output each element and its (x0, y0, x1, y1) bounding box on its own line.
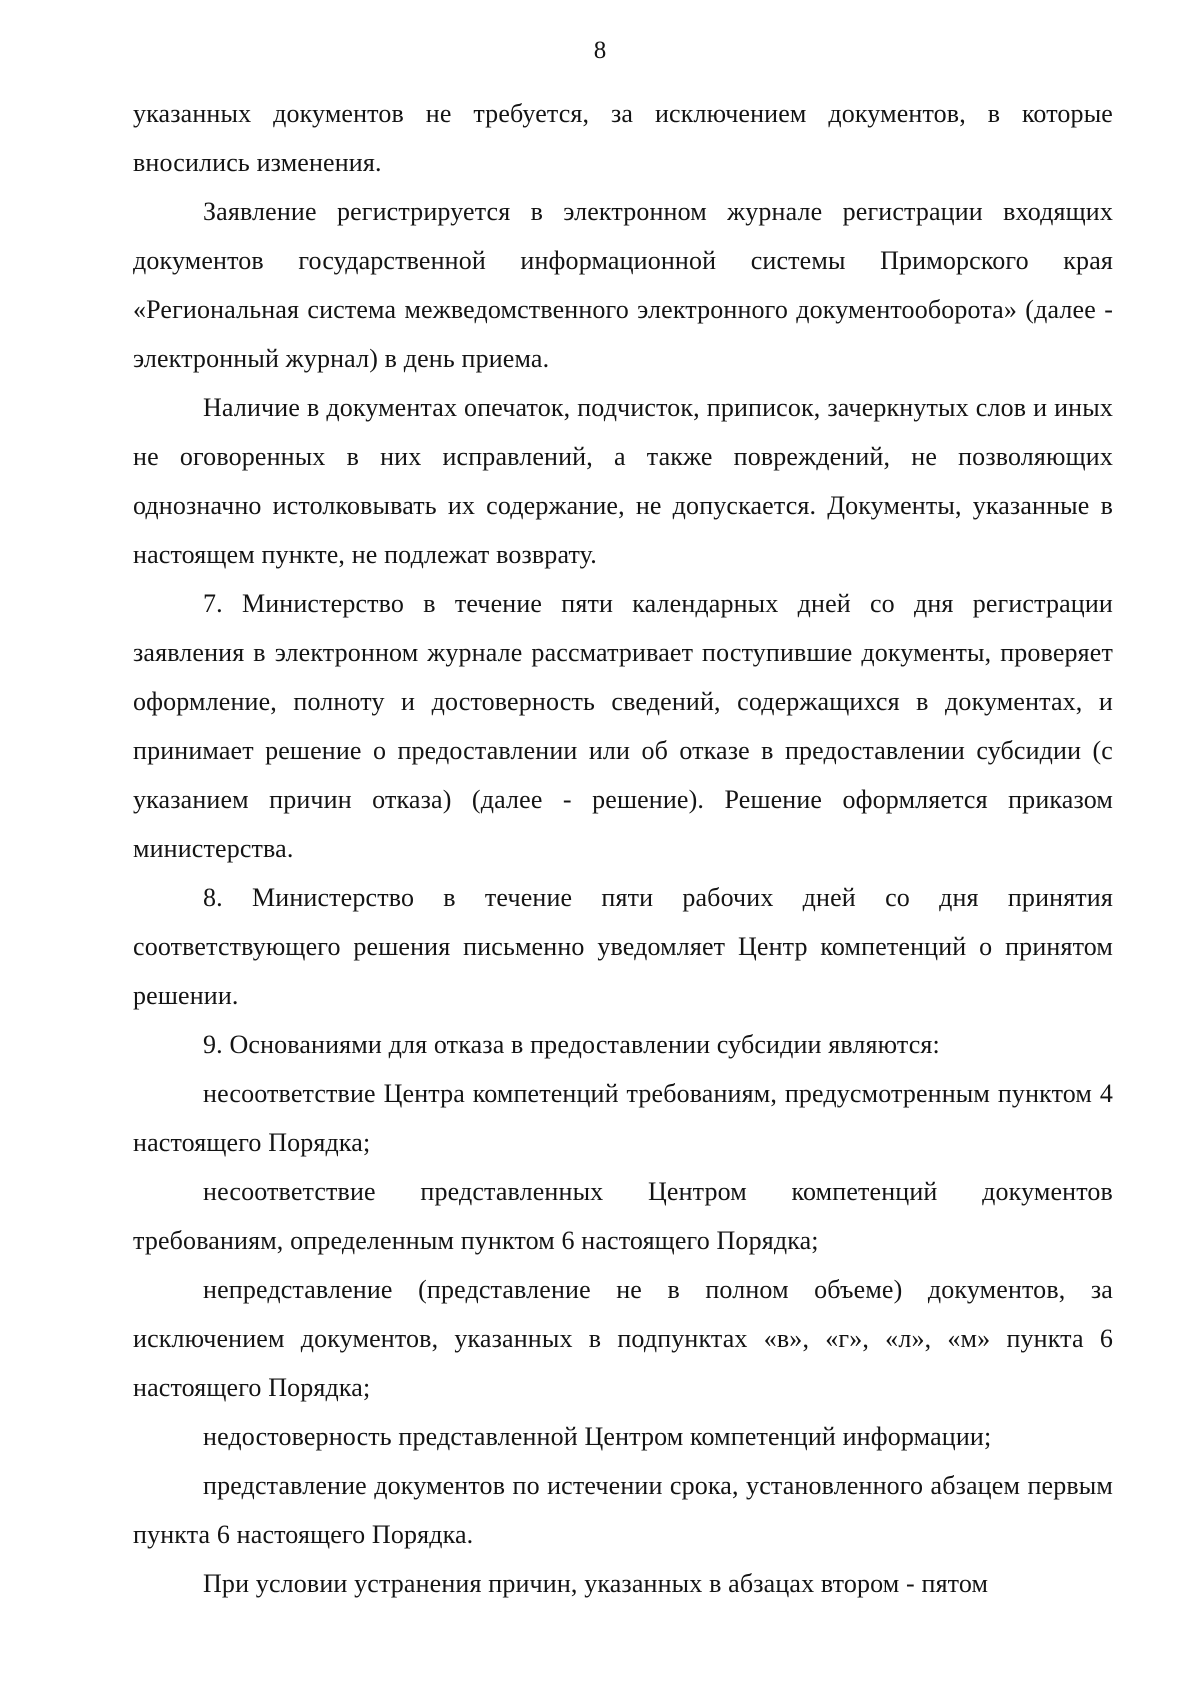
paragraph: При условии устранения причин, указанных в абзацах втором - пятом (203, 1569, 989, 1598)
refusal-ground: представление документов по истечении срока, установленного абзацем первым пункта 6 настоящего Порядка. (133, 1471, 1113, 1549)
paragraph-item-8: 8. Министерство в течение пяти рабочих дней со дня принятия соответствующего решения письменно уведомляет Центр компетенций о принятом решении. (133, 883, 1113, 1010)
refusal-ground: недостоверность представленной Центром компетенций информации; (203, 1422, 992, 1451)
paragraph: указанных документов не требуется, за исключением документов, в которые вносились изменения. (133, 99, 1113, 177)
paragraph-item-7: 7. Министерство в течение пяти календарных дней со дня регистрации заявления в электронном журнале рассматривает поступившие документы, проверяет оформление, полноту и достоверность сведений, содержащихся в документах, и принимает решение о предоставлении или об отказе в предоставлении субсидии (с указанием причин отказа) (далее - решение). Решение оформляется приказом министерства. (133, 589, 1113, 863)
refusal-ground: непредставление (представление не в полном объеме) документов, за исключением документов, указанных в подпунктах «в», «г», «л», «м» пункта 6 настоящего Порядка; (133, 1275, 1113, 1402)
document-body (133, 89, 1113, 1608)
paragraph: Наличие в документах опечаток, подчисток, приписок, зачеркнутых слов и иных не оговоренных в них исправлений, а также повреждений, не позволяющих однозначно истолковывать их содержание, не допускается. Документы, указанные в настоящем пункте, не подлежат возврату. (133, 393, 1113, 569)
paragraph-item-9: 9. Основаниями для отказа в предоставлении субсидии являются: (203, 1030, 940, 1059)
page-number: 8 (593, 37, 607, 64)
paragraph: Заявление регистрируется в электронном журнале регистрации входящих документов государственной информационной системы Приморского края «Региональная система межведомственного электронного документооборота» (далее - электронный журнал) в день приема. (133, 197, 1113, 373)
refusal-ground: несоответствие представленных Центром компетенций документов требованиям, определенным пунктом 6 настоящего Порядка; (133, 1177, 1113, 1255)
refusal-ground: несоответствие Центра компетенций требованиям, предусмотренным пунктом 4 настоящего Порядка; (133, 1079, 1113, 1157)
